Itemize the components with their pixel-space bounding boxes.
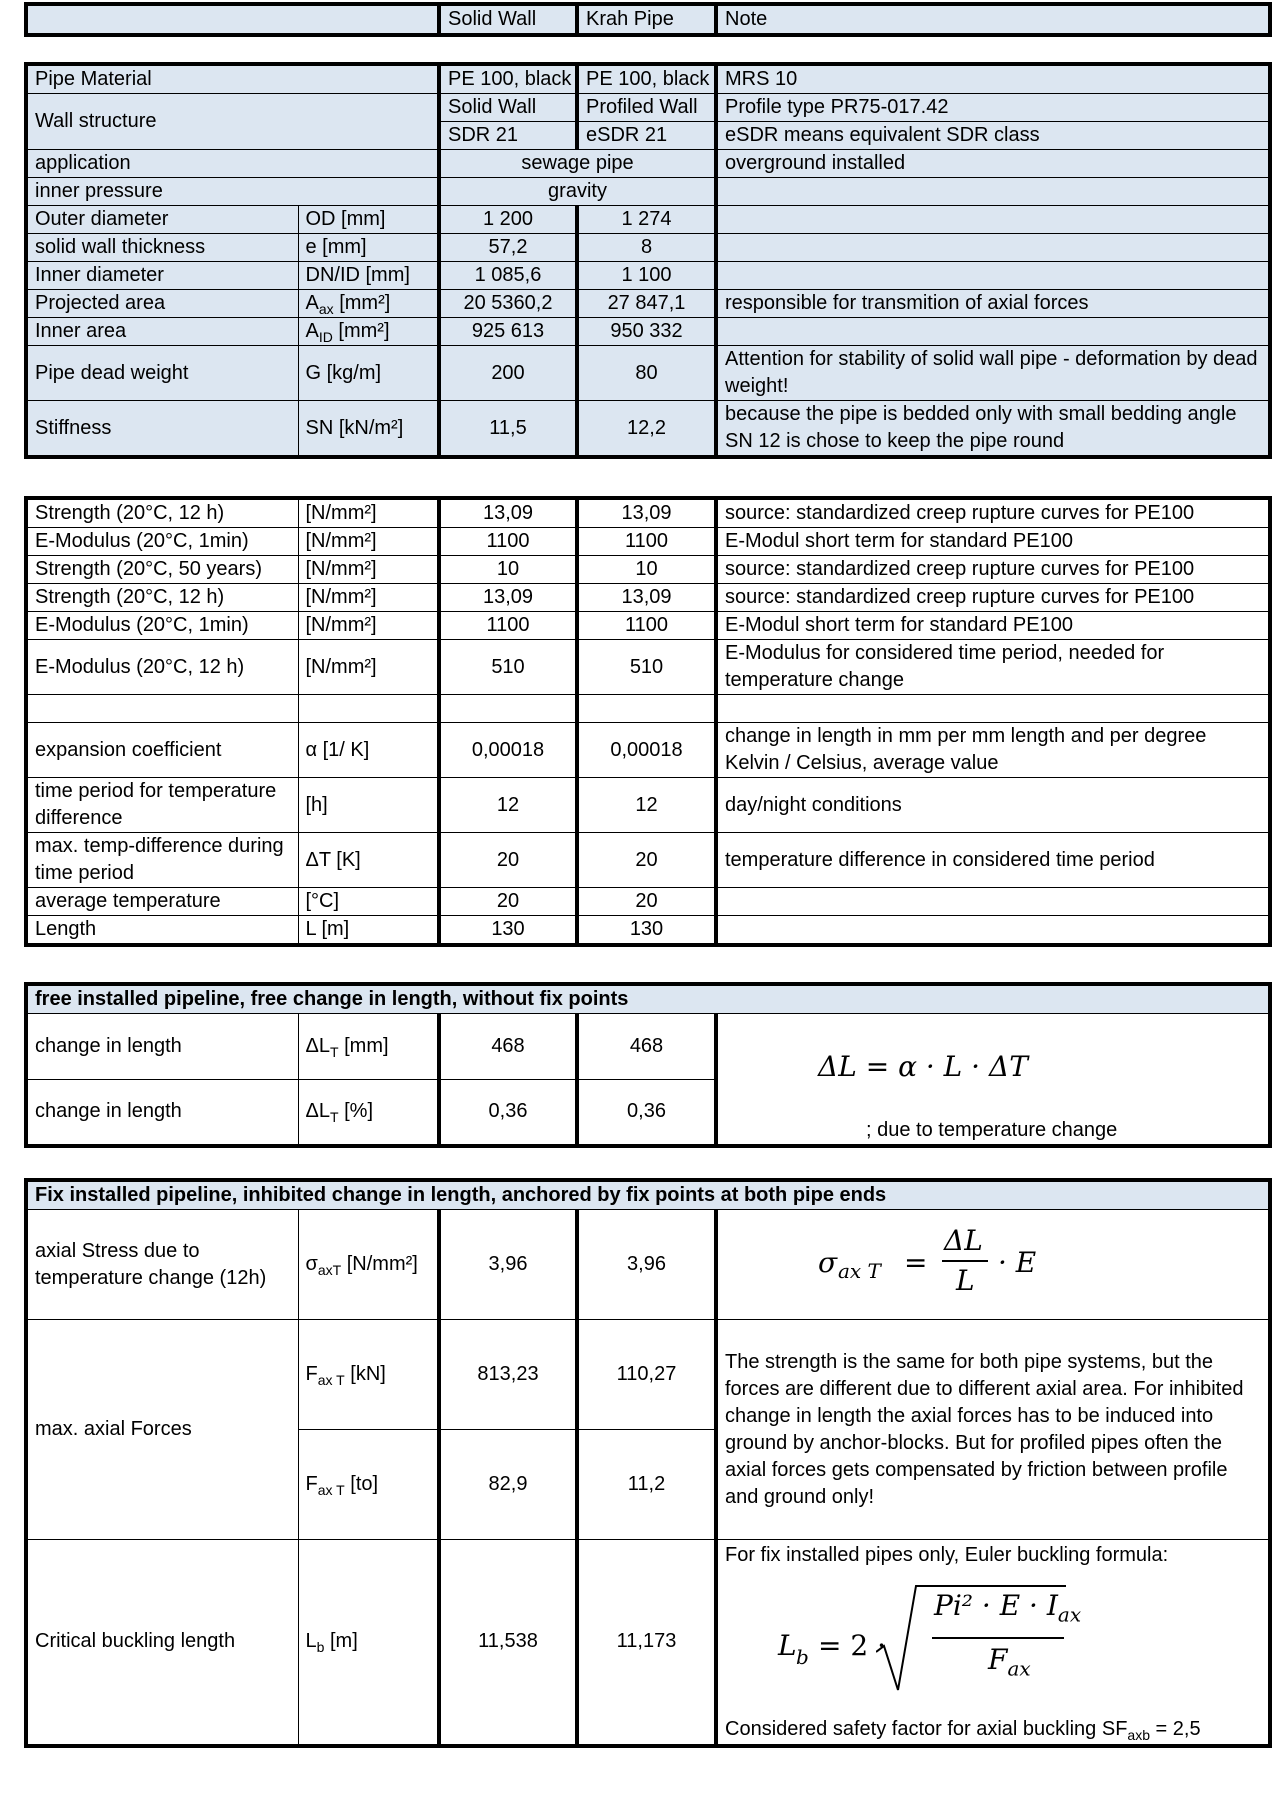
wall-thickness-krah: 8 xyxy=(577,234,716,262)
time-period-unit: [h] xyxy=(298,778,439,833)
header-note: Note xyxy=(716,4,1270,35)
emod12-solid: 510 xyxy=(439,640,577,695)
axial-forces-kn-krah: 110,27 xyxy=(577,1320,716,1430)
pipe-material-krah: PE 100, black xyxy=(577,64,716,94)
stiffness-unit: SN [kN/m²] xyxy=(298,401,439,458)
stiffness-note: because the pipe is bedded only with small bedding angle SN 12 is chose to keep the pipe round xyxy=(716,401,1270,458)
max-temp-label: max. temp-difference during time period xyxy=(26,833,298,888)
strength-row-solid: 13,09 xyxy=(439,498,577,528)
sdr-krah: eSDR 21 xyxy=(577,122,716,150)
change-length-mm-unit: $\Delta L_T$ [mm] xyxy=(298,1014,439,1080)
inner-pressure-note xyxy=(716,178,1270,206)
axial-forces-kn-unit: $F_{ax T}$ [kN] xyxy=(298,1320,439,1430)
inner-area-label: Inner area xyxy=(26,318,298,346)
expansion-solid: 0,00018 xyxy=(439,723,577,778)
application-note: overground installed xyxy=(716,150,1270,178)
strength50-row-krah: 10 xyxy=(577,556,716,584)
emod-row-note: E-Modul short term for standard PE100 xyxy=(716,528,1270,556)
strength-row-note: source: standardized creep rupture curves for PE100 xyxy=(716,498,1270,528)
blank-row-cell xyxy=(298,695,439,723)
length-label: Length xyxy=(26,916,298,946)
free-installed-title: free installed pipeline, free change in length, without fix points xyxy=(26,984,1270,1014)
length-change-formula-cell xyxy=(716,1014,1270,1146)
buckling-formula-lhs: L xyxy=(778,1629,797,1662)
buckling-note-cell xyxy=(716,1540,1270,1746)
emod1min-row-solid: 1100 xyxy=(439,612,577,640)
axial-forces-to-krah: 11,2 xyxy=(577,1430,716,1540)
buckling-formula xyxy=(778,1580,1118,1700)
emod12-note: E-Modulus for considered time period, needed for temperature change xyxy=(716,640,1270,695)
axial-forces-note: The strength is the same for both pipe systems, but the forces are different due to different axial area. For inhibited change in length the axial forces has to be induced into ground by anchor-blocks. But for profiled pipes often the axial forces gets compensated by friction between profile and ground only! xyxy=(716,1320,1270,1540)
strength-row-unit: [N/mm²] xyxy=(298,498,439,528)
pipe-material-solid: PE 100, black xyxy=(439,64,577,94)
time-period-krah: 12 xyxy=(577,778,716,833)
avg-temp-krah: 20 xyxy=(577,888,716,916)
stress-formula-bar xyxy=(942,1260,988,1262)
change-length-mm-label: change in length xyxy=(26,1014,298,1080)
blank-row-cell xyxy=(716,695,1270,723)
stress-formula-num: ΔL xyxy=(944,1224,983,1257)
expansion-unit: α [1/ K] xyxy=(298,723,439,778)
blank-row-cell xyxy=(26,695,298,723)
axial-forces-to-unit: $F_{ax T}$ [to] xyxy=(298,1430,439,1540)
inner-area-krah: 950 332 xyxy=(577,318,716,346)
inner-area-unit: $A_{ID}$ [mm²] xyxy=(298,318,439,346)
emod-row-unit: [N/mm²] xyxy=(298,528,439,556)
change-length-pct-krah: 0,36 xyxy=(577,1080,716,1146)
axial-stress-label: axial Stress due to temperature change (12h) xyxy=(26,1210,298,1320)
header-table xyxy=(24,2,1272,37)
inner-diameter-unit: DN/ID [mm] xyxy=(298,262,439,290)
pipe-material-note: MRS 10 xyxy=(716,64,1270,94)
dead-weight-solid: 200 xyxy=(439,346,577,401)
dead-weight-label: Pipe dead weight xyxy=(26,346,298,401)
time-period-solid: 12 xyxy=(439,778,577,833)
strength-row-krah: 13,09 xyxy=(577,498,716,528)
stress-formula-lhs: σ xyxy=(818,1246,838,1279)
strength12-row-solid: 13,09 xyxy=(439,584,577,612)
axial-stress-solid: 3,96 xyxy=(439,1210,577,1320)
blank-row-cell xyxy=(577,695,716,723)
strength12-row-krah: 13,09 xyxy=(577,584,716,612)
length-note xyxy=(716,916,1270,946)
emod12-krah: 510 xyxy=(577,640,716,695)
projected-area-krah: 27 847,1 xyxy=(577,290,716,318)
length-change-formula: ΔL = α · L · ΔT xyxy=(818,1050,1028,1083)
change-length-mm-krah: 468 xyxy=(577,1014,716,1080)
stiffness-label: Stiffness xyxy=(26,401,298,458)
inner-diameter-solid: 1 085,6 xyxy=(439,262,577,290)
emod1min-row-note: E-Modul short term for standard PE100 xyxy=(716,612,1270,640)
buckling-unit: $L_b$ [m] xyxy=(298,1540,439,1746)
axial-forces-kn-solid: 813,23 xyxy=(439,1320,577,1430)
wall-structure-krah: Profiled Wall xyxy=(577,94,716,122)
max-temp-unit: ΔT [K] xyxy=(298,833,439,888)
avg-temp-note xyxy=(716,888,1270,916)
application-label: application xyxy=(26,150,439,178)
dead-weight-note: Attention for stability of solid wall pipe - deformation by dead weight! xyxy=(716,346,1270,401)
outer-diameter-krah: 1 274 xyxy=(577,206,716,234)
emod-row-label: E-Modulus (20°C, 1min) xyxy=(26,528,298,556)
expansion-label: expansion coefficient xyxy=(26,723,298,778)
wall-thickness-label: solid wall thickness xyxy=(26,234,298,262)
pipe-properties-table xyxy=(24,62,1272,459)
buckling-formula-lhs-sub: b xyxy=(796,1645,809,1669)
buckling-note-bottom: Considered safety factor for axial buckling $SF_{axb} = 2,5$ xyxy=(725,1718,1201,1743)
projected-area-unit: $A_{ax}$ [mm²] xyxy=(298,290,439,318)
dead-weight-unit: G [kg/m] xyxy=(298,346,439,401)
wall-structure-note: Profile type PR75-017.42 xyxy=(716,94,1270,122)
stress-formula-lhs-sub: ax T xyxy=(838,1259,881,1283)
outer-diameter-unit: OD [mm] xyxy=(298,206,439,234)
emod1min-row-krah: 1100 xyxy=(577,612,716,640)
inner-pressure-label: inner pressure xyxy=(26,178,439,206)
strength50-row-unit: [N/mm²] xyxy=(298,556,439,584)
expansion-note: change in length in mm per mm length and per degree Kelvin / Celsius, average value xyxy=(716,723,1270,778)
free-installed-table xyxy=(24,982,1272,1148)
buckling-note-top: For fix installed pipes only, Euler buckling formula: xyxy=(725,1544,1169,1566)
buckling-label: Critical buckling length xyxy=(26,1540,298,1746)
inner-pressure-value: gravity xyxy=(439,178,716,206)
length-change-formula-note: ; due to temperature change xyxy=(866,1119,1118,1141)
emod12-label: E-Modulus (20°C, 12 h) xyxy=(26,640,298,695)
inner-diameter-krah: 1 100 xyxy=(577,262,716,290)
strength12-row-label: Strength (20°C, 12 h) xyxy=(26,584,298,612)
strength12-row-unit: [N/mm²] xyxy=(298,584,439,612)
wall-thickness-note xyxy=(716,234,1270,262)
inner-diameter-label: Inner diameter xyxy=(26,262,298,290)
max-temp-note: temperature difference in considered time period xyxy=(716,833,1270,888)
stiffness-solid: 11,5 xyxy=(439,401,577,458)
wall-structure-solid: Solid Wall xyxy=(439,94,577,122)
axial-forces-label: max. axial Forces xyxy=(26,1320,298,1540)
material-properties-table xyxy=(24,496,1272,947)
wall-thickness-solid: 57,2 xyxy=(439,234,577,262)
change-length-pct-unit: $\Delta L_T$ [%] xyxy=(298,1080,439,1146)
strength50-row-label: Strength (20°C, 50 years) xyxy=(26,556,298,584)
change-length-pct-solid: 0,36 xyxy=(439,1080,577,1146)
strength12-row-note: source: standardized creep rupture curves for PE100 xyxy=(716,584,1270,612)
change-length-mm-solid: 468 xyxy=(439,1014,577,1080)
emod-row-solid: 1100 xyxy=(439,528,577,556)
sdr-solid: SDR 21 xyxy=(439,122,577,150)
buckling-formula-eq: = 2 · xyxy=(818,1629,886,1662)
max-temp-solid: 20 xyxy=(439,833,577,888)
length-unit: L [m] xyxy=(298,916,439,946)
wall-structure-label: Wall structure xyxy=(26,94,439,150)
outer-diameter-solid: 1 200 xyxy=(439,206,577,234)
expansion-krah: 0,00018 xyxy=(577,723,716,778)
strength-row-label: Strength (20°C, 12 h) xyxy=(26,498,298,528)
inner-area-solid: 925 613 xyxy=(439,318,577,346)
outer-diameter-note xyxy=(716,206,1270,234)
emod1min-row-label: E-Modulus (20°C, 1min) xyxy=(26,612,298,640)
axial-stress-krah: 3,96 xyxy=(577,1210,716,1320)
projected-area-solid: 20 5360,2 xyxy=(439,290,577,318)
stress-formula-rhs: · E xyxy=(998,1246,1037,1279)
header-solid-wall: Solid Wall xyxy=(439,4,577,35)
avg-temp-label: average temperature xyxy=(26,888,298,916)
axial-forces-to-solid: 82,9 xyxy=(439,1430,577,1540)
max-temp-krah: 20 xyxy=(577,833,716,888)
avg-temp-solid: 20 xyxy=(439,888,577,916)
pipe-material-label: Pipe Material xyxy=(26,64,439,94)
buckling-formula-den: $F_{ax}$ xyxy=(988,1643,1031,1681)
axial-stress-formula-cell xyxy=(716,1210,1270,1320)
length-krah: 130 xyxy=(577,916,716,946)
projected-area-note: responsible for transmition of axial forces xyxy=(716,290,1270,318)
strength50-row-note: source: standardized creep rupture curves for PE100 xyxy=(716,556,1270,584)
length-solid: 130 xyxy=(439,916,577,946)
sdr-note: eSDR means equivalent SDR class xyxy=(716,122,1270,150)
stiffness-krah: 12,2 xyxy=(577,401,716,458)
emod-row-krah: 1100 xyxy=(577,528,716,556)
stress-formula-equals: = xyxy=(904,1246,928,1279)
blank-row-cell xyxy=(439,695,577,723)
inner-diameter-note xyxy=(716,262,1270,290)
change-length-pct-label: change in length xyxy=(26,1080,298,1146)
emod12-unit: [N/mm²] xyxy=(298,640,439,695)
header-krah-pipe: Krah Pipe xyxy=(577,4,716,35)
stress-formula-den: L xyxy=(956,1264,975,1297)
axial-stress-unit: $\sigma_{axT}$ [N/mm²] xyxy=(298,1210,439,1320)
wall-thickness-unit: e [mm] xyxy=(298,234,439,262)
header-blank xyxy=(26,4,439,35)
buckling-formula-num: $Pi^2 \cdot E \cdot I_{ax}$ xyxy=(934,1589,1082,1627)
strength50-row-solid: 10 xyxy=(439,556,577,584)
time-period-label: time period for temperature difference xyxy=(26,778,298,833)
fix-installed-title: Fix installed pipeline, inhibited change in length, anchored by fix points at both pipe ends xyxy=(26,1180,1270,1210)
time-period-note: day/night conditions xyxy=(716,778,1270,833)
buckling-krah: 11,173 xyxy=(577,1540,716,1746)
avg-temp-unit: [°C] xyxy=(298,888,439,916)
outer-diameter-label: Outer diameter xyxy=(26,206,298,234)
inner-area-note xyxy=(716,318,1270,346)
buckling-solid: 11,538 xyxy=(439,1540,577,1746)
dead-weight-krah: 80 xyxy=(577,346,716,401)
emod1min-row-unit: [N/mm²] xyxy=(298,612,439,640)
projected-area-label: Projected area xyxy=(26,290,298,318)
application-value: sewage pipe xyxy=(439,150,716,178)
fix-installed-table xyxy=(24,1178,1272,1748)
